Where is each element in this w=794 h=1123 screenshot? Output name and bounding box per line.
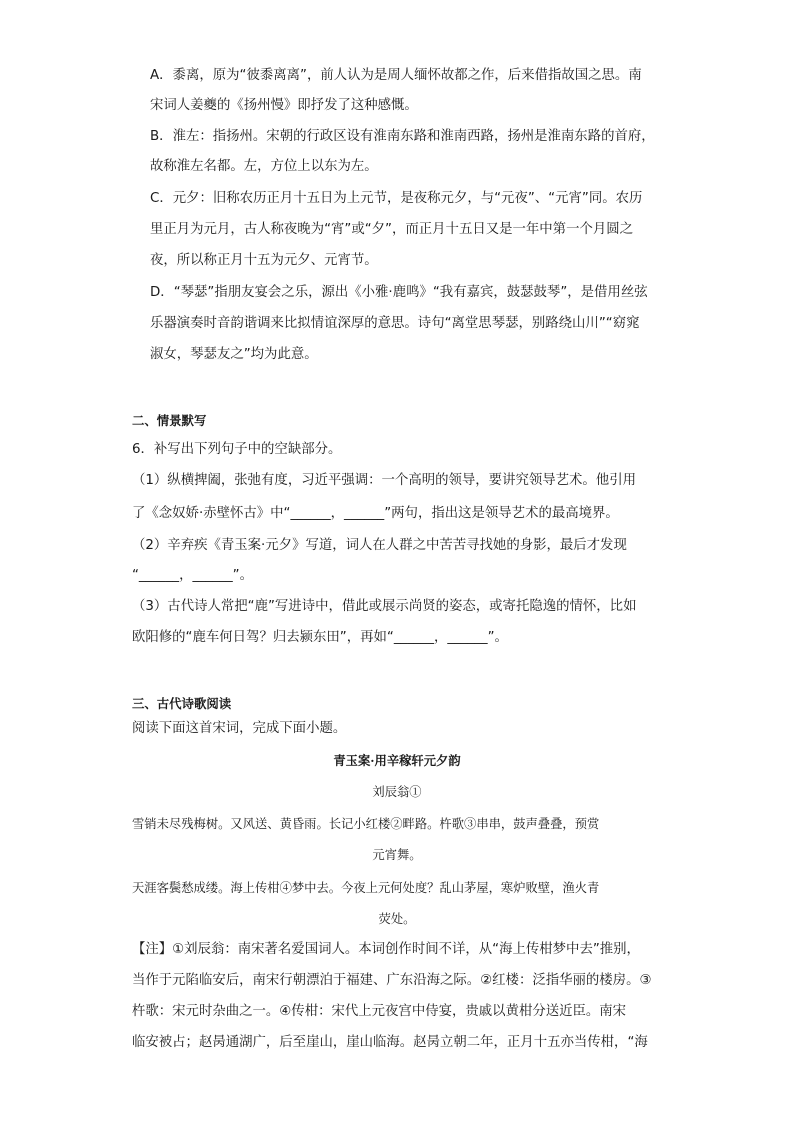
option-b-line-2: 故称淮左名都。左，方位上以东为左。 — [150, 159, 378, 174]
section-3-intro: 阅读下面这首宋词，完成下面小题。 — [132, 721, 347, 736]
poem-notes-line-3: 杵歌：宋元时杂曲之一。④传柑：宋代上元夜宫中侍宴，贵戚以黄柑分送近臣。南宋 — [132, 1004, 627, 1019]
option-a-line-1: A．黍离，原为“彼黍离离”，前人认为是周人缅怀故都之作，后来借指故国之思。南 — [150, 68, 642, 83]
section-3-heading: 三、古代诗歌阅读 — [132, 696, 232, 711]
option-a-line-2: 宋词人姜夔的《扬州慢》即抒发了这种感慨。 — [150, 98, 418, 113]
question-6-item-1-line-2: 了《念奴娇·赤壁怀古》中“______，______”两句，指出这是领导艺术的最高境界。 — [132, 506, 619, 521]
poem-stanza-2-line-1: 天涯客鬓愁成缕。海上传柑④梦中去。今夜上元何处度？乱山茅屋，寒炉败壁，渔火青 — [132, 881, 600, 895]
poem-stanza-1-line-1: 雪销未尽残梅树。又风送、黄昏雨。长记小红楼②畔路。杵歌③串串，鼓声叠叠，预赏 — [132, 817, 600, 831]
section-2-heading: 二、情景默写 — [132, 413, 207, 428]
poem-notes-line-1: 【注】①刘辰翁：南宋著名爱国词人。本词创作时间不详，从“海上传柑梦中去”推别， — [132, 942, 640, 957]
question-6-item-3-line-2: 欧阳修的“鹿车何日驾？归去颍东田”，再如“______，______”。 — [132, 630, 508, 645]
question-6-item-3-line-1: （3）古代诗人常把“鹿”写进诗中，借此或展示尚贤的姿态，或寄托隐逸的情怀，比如 — [132, 599, 637, 614]
option-d-line-3: 淑女，琴瑟友之”均为此意。 — [150, 347, 318, 362]
option-d-line-2: 乐器演奏时音韵谐调来比拟情谊深厚的意思。诗句“离堂思琴瑟，别路绕山川”“窈窕 — [150, 316, 640, 331]
question-6-item-2-line-1: （2）辛弃疾《青玉案·元夕》写道，词人在人群之中苦苦寻找她的身影，最后才发现 — [132, 538, 627, 553]
option-c-line-2: 里正月为元月，古人称夜晚为“宵”或“夕”，而正月十五日又是一年中第一个月圆之 — [150, 222, 634, 237]
option-c-line-1: C．元夕：旧称农历正月十五日为上元节，是夜称元夕，与“元夜”、“元宵”同。农历 — [150, 191, 643, 206]
poem-title: 青玉案·用辛稼轩元夕韵 — [333, 753, 461, 768]
option-c-line-3: 夜，所以称正月十五为元夕、元宵节。 — [150, 253, 378, 268]
poem-author: 刘辰翁① — [372, 785, 422, 799]
option-d-line-1: D．“琴瑟”指朋友宴会之乐，源出《小雅·鹿鸣》“我有嘉宾，鼓瑟鼓琴”，是借用丝弦 — [150, 285, 648, 300]
question-6-item-2-line-2: “______，______”。 — [132, 568, 253, 583]
poem-notes-line-2: 当作于元陷临安后，南宋行朝漂泊于福建、广东沿海之际。②红楼：泛指华丽的楼房。③ — [132, 973, 652, 988]
question-6-item-1-line-1: （1）纵横捭阖，张弛有度，习近平强调：一个高明的领导，要讲究领导艺术。他引用 — [132, 473, 636, 488]
poem-stanza-2-line-2: 荧处。 — [378, 912, 416, 926]
poem-stanza-1-line-2: 元宵舞。 — [372, 848, 422, 862]
question-6: 6．补写出下列句子中的空缺部分。 — [132, 442, 342, 457]
poem-notes-line-4: 临安被占；赵昺通湖广，后至崖山，崖山临海。赵昺立朝二年，正月十五亦当传柑，“海 — [132, 1035, 648, 1050]
option-b-line-1: B．淮左：指扬州。宋朝的行政区设有淮南东路和淮南西路，扬州是淮南东路的首府， — [150, 129, 655, 144]
